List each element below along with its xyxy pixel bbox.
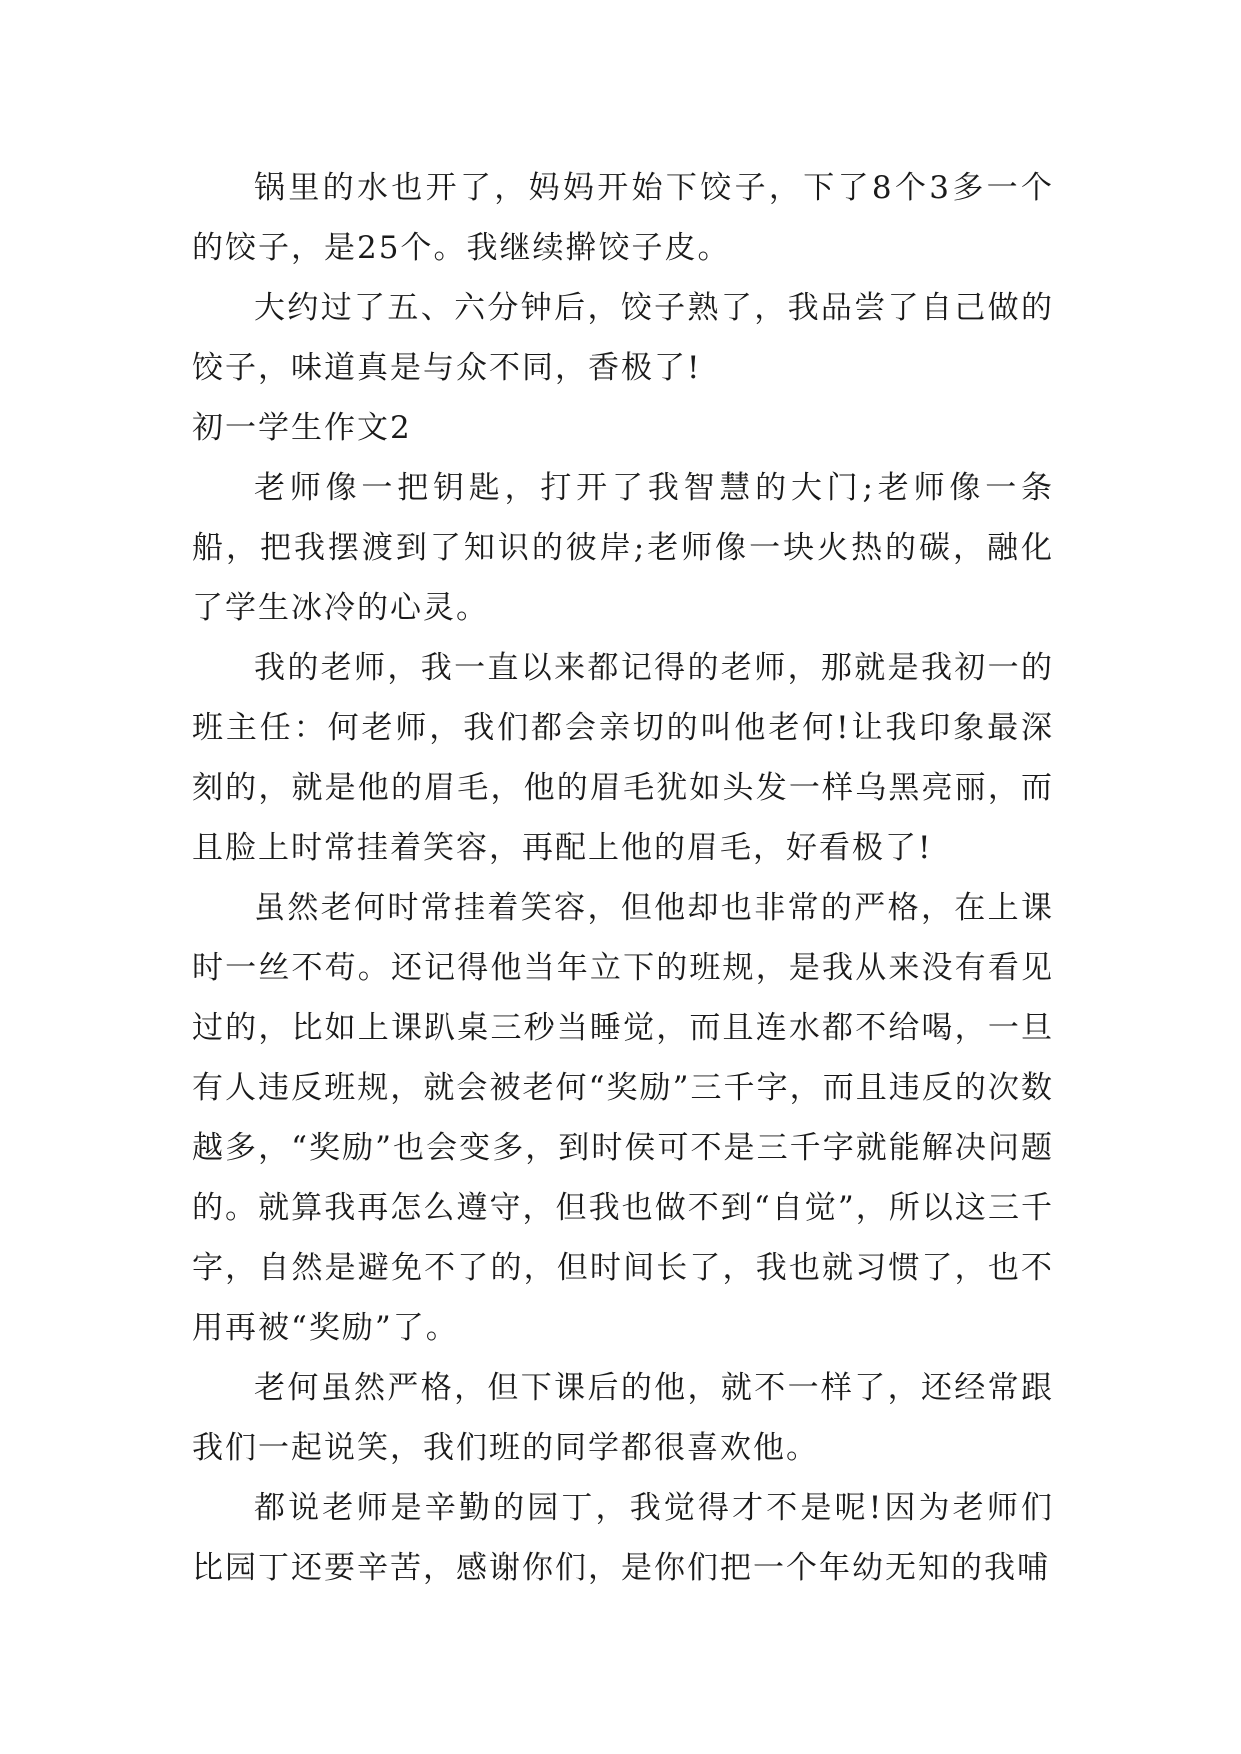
paragraph-teacher-he: 我的老师，我一直以来都记得的老师，那就是我初一的班主任：何老师，我们都会亲切的叫他老何!让我印象最深刻的，就是他的眉毛，他的眉毛犹如头发一样乌黑亮丽，而且脸上时常挂着笑容，再配上他的眉毛，好看极了!: [192, 650, 1054, 866]
paragraph-gardener: 都说老师是辛勤的园丁，我觉得才不是呢!因为老师们比园丁还要辛苦，感谢你们，是你们把一个年幼无知的我哺: [192, 1490, 1054, 1586]
essay-title: 初一学生作文2: [192, 410, 412, 446]
paragraph-dumplings-tasting: 大约过了五、六分钟后，饺子熟了，我品尝了自己做的饺子，味道真是与众不同，香极了!: [192, 290, 1054, 386]
document-body: [192, 158, 1054, 1598]
paragraph-after-class: 老何虽然严格，但下课后的他，就不一样了，还经常跟我们一起说笑，我们班的同学都很喜欢他。: [192, 1370, 1054, 1466]
paragraph-teacher-metaphor: 老师像一把钥匙，打开了我智慧的大门;老师像一条船，把我摆渡到了知识的彼岸;老师像一块火热的碳，融化了学生冰冷的心灵。: [192, 470, 1054, 626]
paragraph-dumplings-cooking: 锅里的水也开了，妈妈开始下饺子，下了8个3多一个的饺子，是25个。我继续擀饺子皮。: [192, 170, 1054, 266]
paragraph-class-rules: 虽然老何时常挂着笑容，但他却也非常的严格，在上课时一丝不苟。还记得他当年立下的班规，是我从来没有看见过的，比如上课趴桌三秒当睡觉，而且连水都不给喝，一旦有人违反班规，就会被老何“奖励”三千字，而且违反的次数越多，“奖励”也会变多，到时侯可不是三千字就能解决问题的。就算我再怎么遵守，但我也做不到“自觉”，所以这三千字，自然是避免不了的，但时间长了，我也就习惯了，也不用再被“奖励”了。: [192, 890, 1054, 1346]
